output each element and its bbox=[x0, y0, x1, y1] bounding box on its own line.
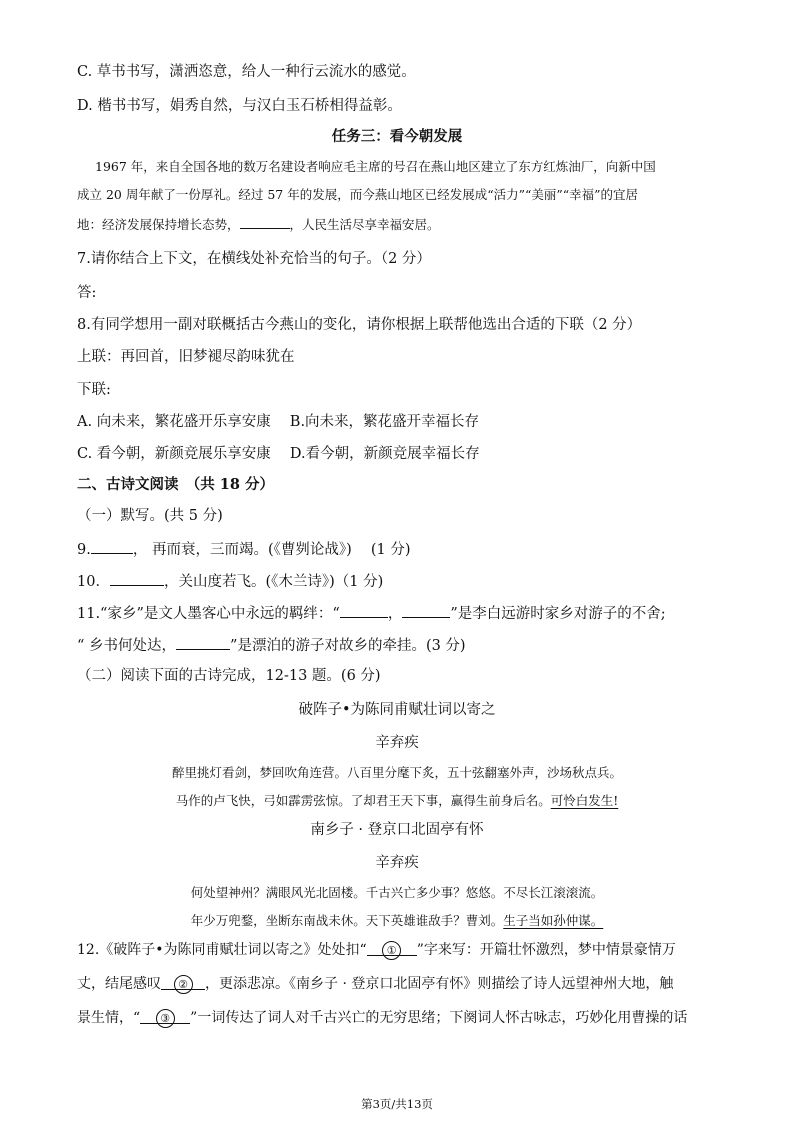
fill-blank-11b[interactable] bbox=[402, 602, 450, 618]
option-c: C. 草书书写，潇洒恣意，给人一种行云流水的感觉。 bbox=[77, 64, 416, 80]
para1-line1: 1967 年，来自全国各地的数万名建设者响应毛主席的号召在燕山地区建立了东方红炼油厂，向新中国 bbox=[95, 159, 656, 174]
poem2-line2 bbox=[0, 911, 794, 931]
para1-line3 bbox=[77, 213, 440, 235]
page-footer: 第3页/共13页 bbox=[361, 1097, 433, 1111]
poem1-underlined-phrase: 可怜白发生! bbox=[550, 793, 619, 808]
fill-blank-12-2[interactable] bbox=[161, 974, 205, 990]
q12-text-b: ”字来写：开篇壮怀激烈，梦中情景豪情万 bbox=[416, 942, 676, 958]
couplet-lower: 下联: bbox=[77, 382, 111, 398]
para1-line3-start: 地：经济发展保持增长态势， bbox=[77, 217, 240, 232]
poem1-line1: 醉里挑灯看剑，梦回吹角连营。八百里分麾下炙，五十弦翻塞外声，沙场秋点兵。 bbox=[171, 765, 622, 780]
q11-text-c: ”是李白远游时家乡对游子的不舍; bbox=[450, 606, 666, 622]
circled-number-2: ② bbox=[174, 975, 193, 994]
circled-number-3: ③ bbox=[156, 1009, 175, 1028]
circled-number-1: ① bbox=[382, 941, 401, 960]
para1-line3-end: ，人民生活尽享幸福安居。 bbox=[289, 217, 440, 232]
task3-title: 任务三：看今朝发展 bbox=[331, 128, 463, 145]
q8-options-cd: C. 看今朝，新颜竞展乐享安康 D.看今朝，新颜竞展幸福长存 bbox=[77, 446, 480, 462]
subsection-1: （一）默写。(共 5 分) bbox=[77, 508, 223, 524]
q11-text-e: ”是漂泊的游子对故乡的牵挂。(3 分) bbox=[230, 638, 466, 654]
question-12-line1 bbox=[77, 940, 676, 960]
poem2-line2-text: 年少万兜鍪，坐断东南战未休。天下英雄谁敌手？曹刘。 bbox=[190, 913, 504, 928]
question-10 bbox=[77, 570, 383, 592]
answer-label: 答: bbox=[77, 285, 97, 301]
q11-comma: ， bbox=[387, 606, 403, 622]
subsection-2: （二）阅读下面的古诗完成，12-13 题。(6 分) bbox=[77, 668, 381, 684]
question-9 bbox=[77, 538, 411, 560]
poem2-line1: 何处望神州？满眼风光北固楼。千古兴亡多少事？悠悠。不尽长江滚滚流。 bbox=[190, 885, 604, 900]
poem2-underlined-phrase: 生子当如孙仲谋。 bbox=[503, 913, 604, 928]
q9-number: 9. bbox=[77, 542, 91, 558]
q10-number: 10． bbox=[77, 574, 110, 590]
fill-blank-10[interactable] bbox=[110, 570, 164, 586]
question-12-line2 bbox=[77, 974, 673, 994]
question-7: 7.请你结合上下文，在横线处补充恰当的句子。（2 分） bbox=[77, 251, 431, 267]
couplet-upper: 上联：再回首，旧梦褪尽韵味犹在 bbox=[77, 349, 295, 365]
fill-blank-12-3[interactable] bbox=[140, 1008, 190, 1024]
q12-text-c: 丈，结尾感叹 bbox=[77, 976, 161, 992]
q12-text-d: ，更添悲凉。《南乡子 · 登京口北固亭有怀》则描绘了诗人远望神州大地，触 bbox=[205, 976, 674, 992]
option-d: D. 楷书书写，娟秀自然，与汉白玉石桥相得益彰。 bbox=[77, 98, 402, 114]
poem2-title: 南乡子 · 登京口北固亭有怀 bbox=[310, 822, 484, 838]
para1-line2: 成立 20 周年献了一份厚礼。经过 57 年的发展，而今燕山地区已经发展成“活力”“美丽”“幸福”的宜居 bbox=[77, 187, 639, 202]
q12-text-a: 12.《破阵子•为陈同甫赋壮词以寄之》处处扣“ bbox=[77, 942, 367, 958]
q11-text-d: “ 乡书何处达， bbox=[77, 638, 177, 654]
fill-blank-7[interactable] bbox=[240, 213, 290, 229]
section-2-heading: 二、古诗文阅读 （共 18 分） bbox=[77, 476, 275, 493]
q12-text-f: ”一词传达了词人对千古兴亡的无穷思绪；下阕词人怀古咏志，巧妙化用曹操的话 bbox=[190, 1010, 688, 1026]
question-12-line3 bbox=[77, 1008, 687, 1028]
question-11-line1 bbox=[77, 602, 666, 624]
q11-text-a: 11.“家乡”是文人墨客心中永远的羁绊：“ bbox=[77, 606, 340, 622]
poem1-title: 破阵子•为陈同甫赋壮词以寄之 bbox=[298, 702, 496, 718]
question-8: 8.有同学想用一副对联概括古今燕山的变化，请你根据上联帮他选出合适的下联（2 分） bbox=[77, 317, 642, 333]
q9-text: ， 再而衰，三而竭。(《曹刿论战》) (1 分) bbox=[132, 542, 411, 558]
question-11-line2 bbox=[77, 634, 466, 656]
q10-text: ，关山度若飞。(《木兰诗》)（1 分) bbox=[163, 574, 384, 590]
poem1-author: 辛弃疾 bbox=[375, 735, 419, 751]
fill-blank-11a[interactable] bbox=[340, 602, 388, 618]
poem2-author: 辛弃疾 bbox=[375, 855, 419, 871]
poem1-line2-text: 马作的卢飞快，弓如霹雳弦惊。了却君王天下事，赢得生前身后名。 bbox=[175, 793, 551, 808]
poem1-line2 bbox=[0, 791, 794, 811]
fill-blank-11c[interactable] bbox=[176, 634, 230, 650]
q8-options-ab: A. 向未来，繁花盛开乐享安康 B.向未来，繁花盛开幸福长存 bbox=[77, 414, 480, 430]
fill-blank-12-1[interactable] bbox=[367, 940, 417, 956]
q12-text-e: 景生情，“ bbox=[77, 1010, 141, 1026]
fill-blank-9[interactable] bbox=[91, 538, 133, 554]
